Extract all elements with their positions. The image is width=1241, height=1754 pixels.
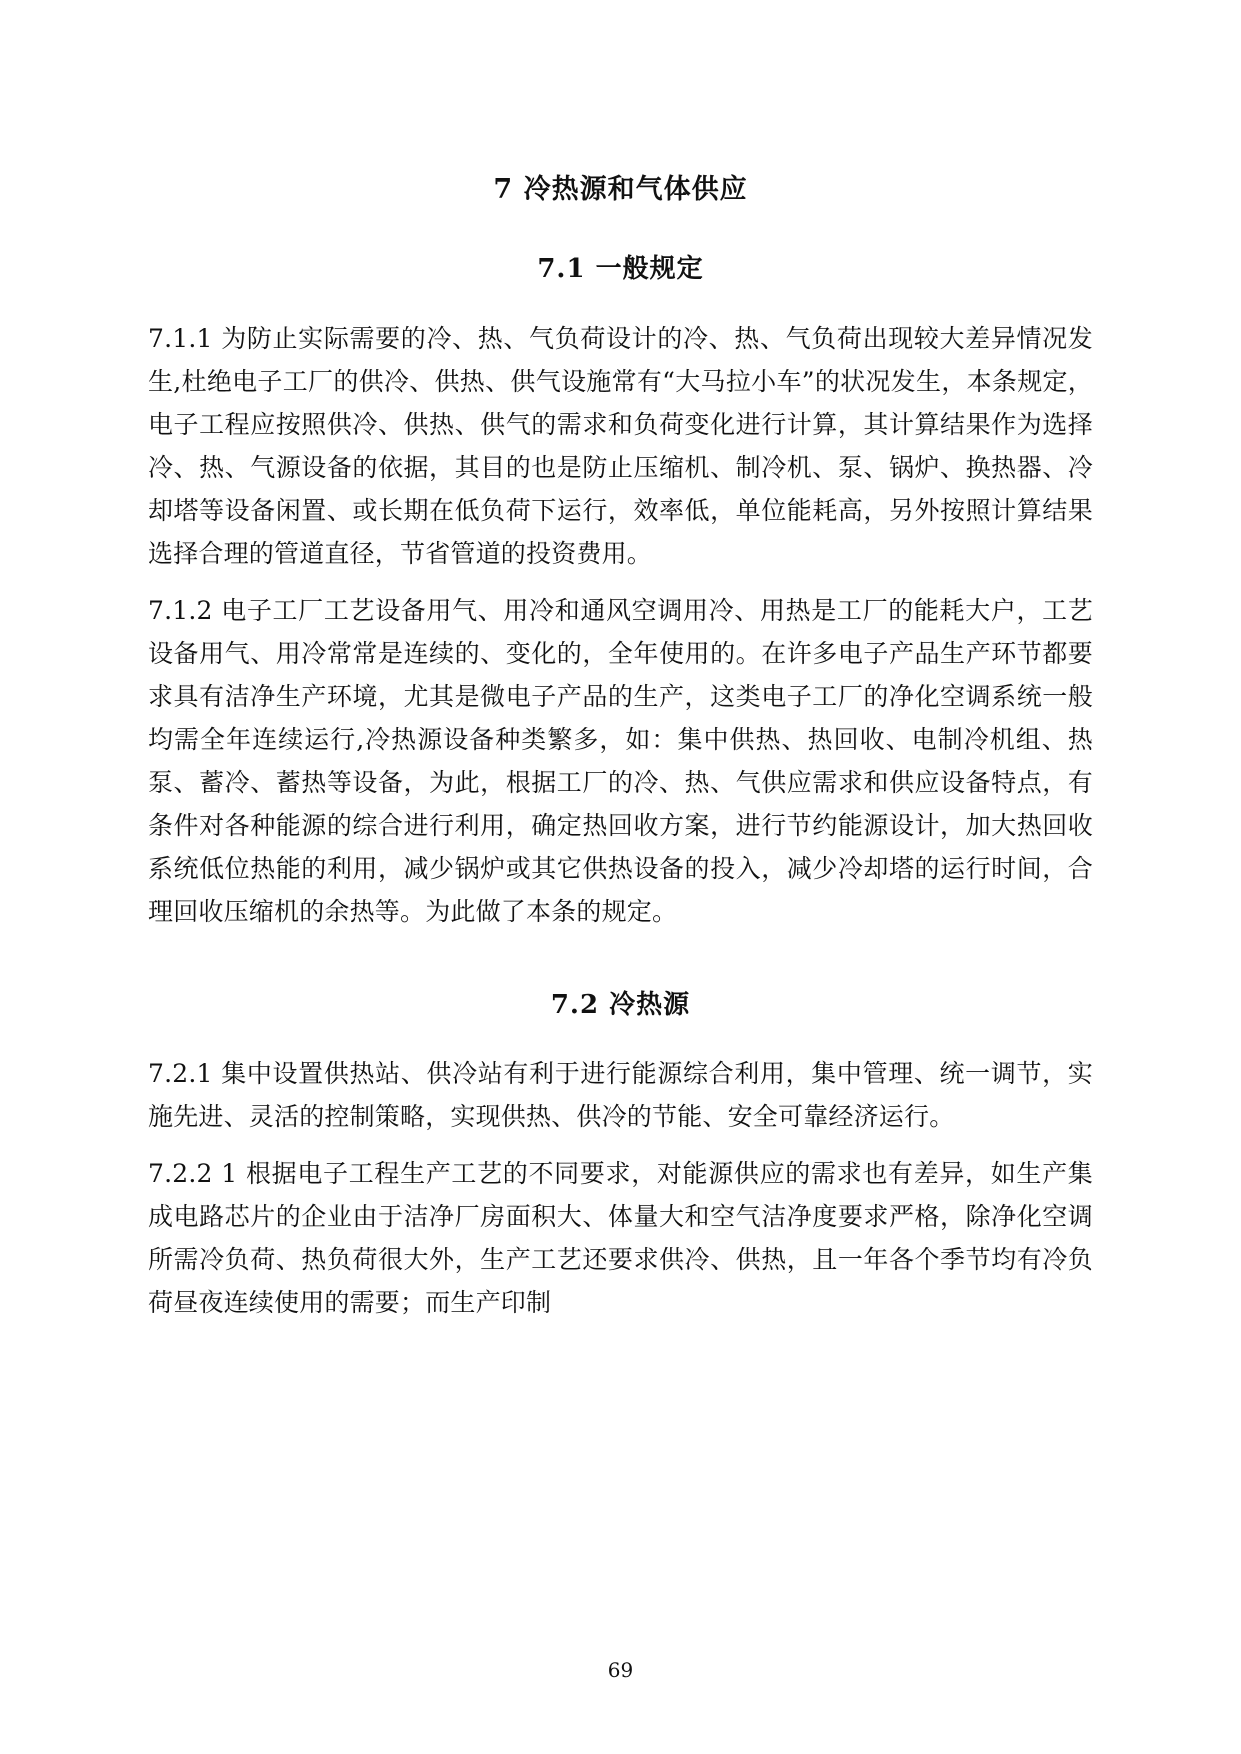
paragraph-7-2-1: 7.2.1 集中设置供热站、供冷站有利于进行能源综合利用，集中管理、统一调节，实施先进、灵活的控制策略，实现供热、供冷的节能、安全可靠经济运行。	[148, 1059, 1093, 1132]
section-title-7-2: 7.2 冷热源	[550, 989, 691, 1020]
page-number: 69	[607, 1658, 634, 1682]
paragraph-7-1-1: 7.1.1 为防止实际需要的冷、热、气负荷设计的冷、热、气负荷出现较大差异情况发生,杜绝电子工厂的供冷、供热、供气设施常有“大马拉小车”的状况发生，本条规定，电子工程应按照供冷、供热、供气的需求和负荷变化进行计算，其计算结果作为选择冷、热、气源设备的依据，其目的也是防止压缩机、制冷机、泵、锅炉、换热器、冷却塔等设备闲置、或长期在低负荷下运行，效率低，单位能耗高，另外按照计算结果选择合理的管道直径，节省管道的投资费用。	[148, 323, 1093, 568]
chapter-title: 7 冷热源和气体供应	[493, 174, 748, 205]
section-title-7-1: 7.1 一般规定	[537, 254, 704, 285]
paragraph-7-2-2: 7.2.2 1 根据电子工程生产工艺的不同要求，对能源供应的需求也有差异，如生产集成电路芯片的企业由于洁净厂房面积大、体量大和空气洁净度要求严格，除净化空调所需冷负荷、热负荷很大外，生产工艺还要求供冷、供热，且一年各个季节均有冷负荷昼夜连续使用的需要；而生产印制	[148, 1159, 1093, 1318]
paragraph-7-1-2: 7.1.2 电子工厂工艺设备用气、用冷和通风空调用冷、用热是工厂的能耗大户，工艺设备用气、用冷常常是连续的、变化的，全年使用的。在许多电子产品生产环节都要求具有洁净生产环境，尤其是微电子产品的生产，这类电子工厂的净化空调系统一般均需全年连续运行,冷热源设备种类繁多，如：集中供热、热回收、电制冷机组、热泵、蓄冷、蓄热等设备，为此，根据工厂的冷、热、气供应需求和供应设备特点，有条件对各种能源的综合进行利用，确定热回收方案，进行节约能源设计，加大热回收系统低位热能的利用，减少锅炉或其它供热设备的投入，减少冷却塔的运行时间，合理回收压缩机的余热等。为此做了本条的规定。	[148, 595, 1093, 926]
